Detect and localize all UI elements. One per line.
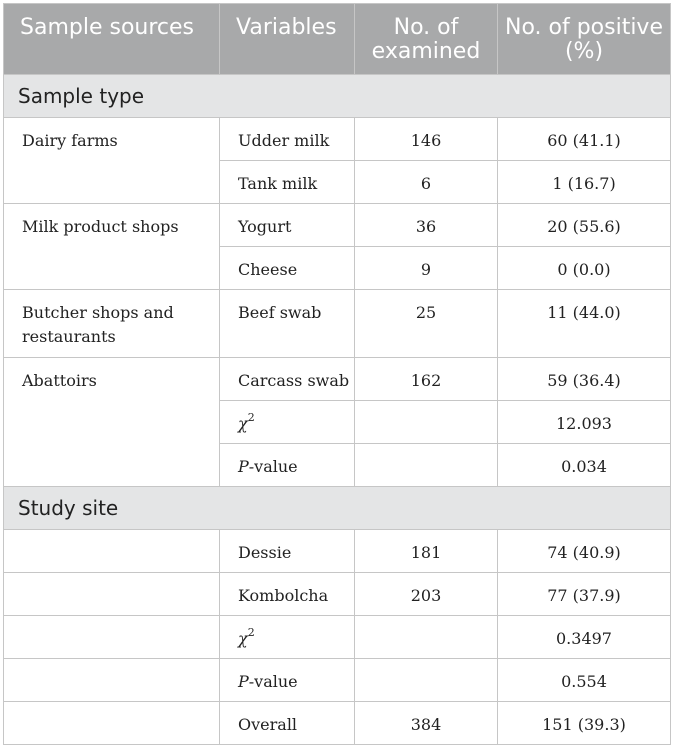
positive-cell: 20 (55.6) [498,204,671,247]
p-value-rest: -value [248,457,298,476]
table-row [4,573,671,616]
variable-cell: Yogurt [220,204,355,247]
header-row [4,4,671,75]
table-row [4,358,671,401]
positive-cell: 59 (36.4) [498,358,671,401]
variable-cell: Tank milk [220,161,355,204]
examined-cell [355,616,498,659]
data-table [3,3,671,745]
variable-cell: Dessie [220,530,355,573]
chi-symbol: χ [238,629,248,648]
positive-cell: 11 (44.0) [498,290,671,358]
examined-cell: 9 [355,247,498,290]
positive-cell: 60 (41.1) [498,118,671,161]
examined-cell: 203 [355,573,498,616]
positive-cell: 74 (40.9) [498,530,671,573]
positive-cell: 0.034 [498,444,671,487]
variable-cell: Beef swab [220,290,355,358]
header-sample-sources: Sample sources [4,4,220,75]
p-value-label [220,659,355,702]
chi-square-label [220,616,355,659]
positive-cell: 12.093 [498,401,671,444]
p-value-label [220,444,355,487]
source-cell [4,573,220,616]
table-row [4,702,671,745]
p-value-rest: -value [248,672,298,691]
positive-cell: 0.3497 [498,616,671,659]
positive-cell: 0 (0.0) [498,247,671,290]
header-examined: No. of examined [355,4,498,75]
section-title-study-site: Study site [4,487,671,530]
header-variables: Variables [220,4,355,75]
positive-cell: 0.554 [498,659,671,702]
examined-cell: 146 [355,118,498,161]
p-italic: P [238,672,249,691]
section-row [4,75,671,118]
variable-cell: Carcass swab [220,358,355,401]
variable-cell: Cheese [220,247,355,290]
source-cell: Abattoirs [4,358,220,487]
examined-cell [355,444,498,487]
chi-symbol: χ [238,414,248,433]
p-italic: P [238,457,249,476]
source-cell: Butcher shops and restaurants [4,290,220,358]
source-cell [4,702,220,745]
examined-cell: 36 [355,204,498,247]
chi-superscript: 2 [247,626,255,639]
examined-cell: 25 [355,290,498,358]
examined-cell: 384 [355,702,498,745]
examined-cell [355,659,498,702]
variable-cell: Kombolcha [220,573,355,616]
header-positive: No. of positive (%) [498,4,671,75]
examined-cell: 6 [355,161,498,204]
chi-superscript: 2 [247,411,255,424]
source-cell: Milk product shops [4,204,220,290]
source-cell [4,616,220,659]
examined-cell: 162 [355,358,498,401]
table-row [4,659,671,702]
examined-cell: 181 [355,530,498,573]
variable-cell: Overall [220,702,355,745]
table-row [4,530,671,573]
table-row [4,118,671,161]
section-title-sample-type: Sample type [4,75,671,118]
examined-cell [355,401,498,444]
source-cell [4,530,220,573]
positive-cell: 1 (16.7) [498,161,671,204]
source-cell: Dairy farms [4,118,220,204]
section-row [4,487,671,530]
table-row [4,290,671,358]
table-row [4,204,671,247]
table-row [4,616,671,659]
positive-cell: 77 (37.9) [498,573,671,616]
positive-cell: 151 (39.3) [498,702,671,745]
source-cell [4,659,220,702]
variable-cell: Udder milk [220,118,355,161]
chi-square-label [220,401,355,444]
